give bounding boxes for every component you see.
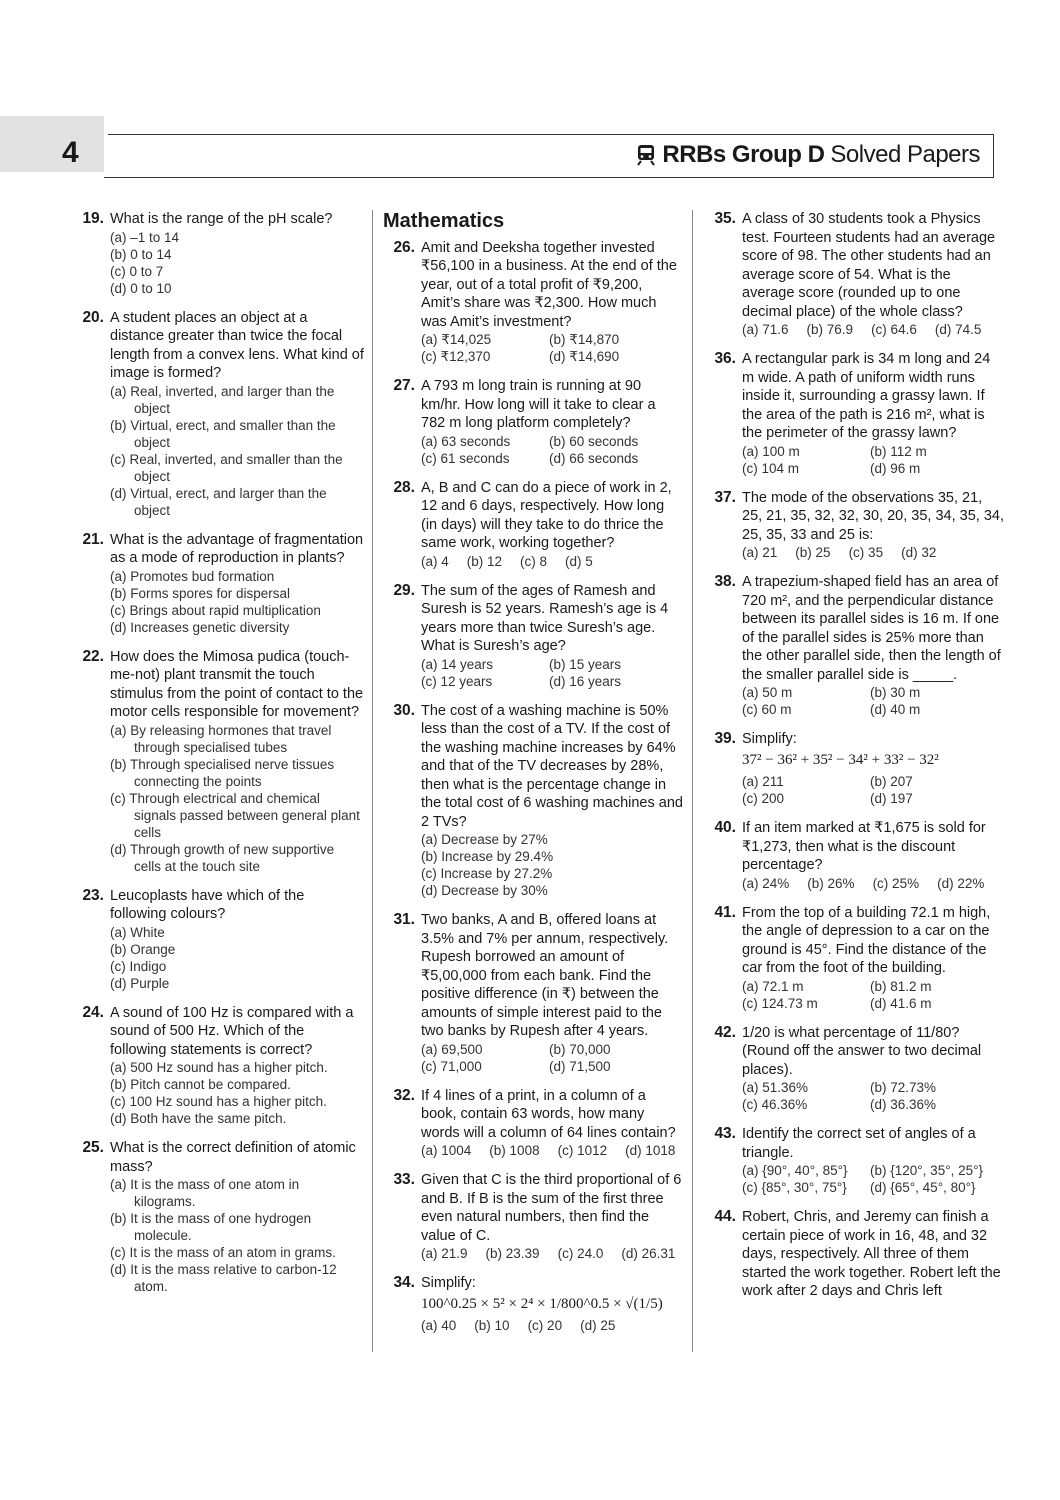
option: (d) 25 [580, 1318, 616, 1333]
question-number: 27. [393, 377, 415, 394]
question [383, 1274, 683, 1334]
question [704, 573, 1004, 718]
options-row [421, 1317, 683, 1334]
question-text: 1/20 is what percentage of 11/80? (Round off the answer to two decimal places). [742, 1024, 982, 1078]
column-2 [383, 210, 683, 1346]
question [383, 702, 683, 900]
option: (b) Pitch cannot be compared. [110, 1077, 291, 1092]
column-3 [704, 210, 1004, 1313]
question-number: 29. [393, 581, 415, 599]
book-title-bold: RRBs Group D [662, 141, 825, 168]
option: (b) Increase by 29.4% [421, 849, 554, 864]
option: (a) 24% [742, 875, 790, 891]
question-number: 23. [82, 886, 104, 904]
question-text: A 793 m long train is running at 90 km/hr. How long will it take to clear a 782 m long platform completely? [421, 378, 656, 431]
question-number: 33. [393, 1171, 415, 1188]
option: (b) Virtual, erect, and smaller than the object [110, 417, 336, 450]
options-row [742, 544, 1004, 561]
question [383, 479, 683, 570]
question-number: 19. [82, 210, 104, 227]
option: (a) –1 to 14 [110, 229, 180, 245]
question-text: If an item marked at ₹1,675 is sold for ₹1,273, then what is the discount percentage? [742, 820, 986, 873]
option: (b) 23.39 [485, 1246, 540, 1261]
train-icon [636, 144, 656, 166]
option: (d) ₹14,690 [549, 349, 620, 364]
option: (d) Purple [110, 975, 170, 991]
option: (c) ₹12,370 [421, 349, 491, 364]
option: (a) 51.36% [742, 1080, 809, 1095]
question-text: A student places an object at a distance greater than twice the focal length from a convex lens. What kind of image is formed? [110, 309, 364, 381]
question-number: 43. [714, 1125, 736, 1142]
question-number: 38. [714, 573, 736, 590]
option: (b) {120°, 35°, 25°} [870, 1163, 984, 1178]
question-text: Amit and Deeksha together invested ₹56,100 in a business. At the end of the year, out of a total profit of ₹9,200, Amit’s share was ₹2,300. How much was Amit’s investment? [421, 239, 677, 330]
options-list [110, 1059, 364, 1127]
option: (c) 20 [527, 1318, 563, 1333]
options-row [742, 875, 1004, 892]
question [72, 531, 364, 636]
question [72, 309, 364, 519]
question-number: 22. [82, 647, 104, 665]
option: (d) 96 m [870, 460, 921, 476]
question [383, 377, 683, 467]
question-text: A class of 30 students took a Physics test. Fourteen students had an average score of 98. The other students had an average score of 54. What is the average score (rounded up to one decimal place) of the whole class? [742, 211, 996, 320]
question-number: 20. [82, 308, 104, 326]
option: (a) ₹14,025 [421, 332, 492, 347]
question-text: What is the advantage of fragmentation as a mode of reproduction in plants? [110, 531, 364, 566]
question-text: From the top of a building 72.1 m high, the angle of depression to a car on the ground is 45°. Find the distance of the car from the foot of the building. [742, 904, 991, 976]
option: (b) 81.2 m [870, 978, 932, 994]
question-number: 31. [393, 911, 415, 928]
options-list [110, 229, 364, 297]
option: (b) 207 [870, 774, 913, 789]
question-number: 25. [82, 1139, 104, 1156]
column-1 [72, 210, 364, 1307]
options-grid [742, 443, 1004, 477]
option: (d) Increases genetic diversity [110, 619, 290, 635]
option: (d) 66 seconds [549, 450, 639, 466]
question-text: What is the correct definition of atomic mass? [110, 1140, 356, 1175]
option: (d) Through growth of new supportive cells at the touch site [110, 841, 335, 874]
option: (d) 32 [901, 545, 937, 560]
options-list [110, 568, 364, 636]
column-divider-2 [692, 210, 693, 1352]
question-number: 44. [714, 1208, 736, 1225]
question [704, 1208, 1004, 1301]
options-grid [421, 331, 683, 365]
question [704, 489, 1004, 562]
option: (c) Increase by 27.2% [421, 866, 553, 881]
option: (c) 0 to 7 [110, 263, 164, 279]
option: (d) 71,500 [549, 1058, 611, 1074]
option: (c) 35 [848, 545, 884, 560]
option: (a) 100 m [742, 443, 800, 459]
question [704, 210, 1004, 338]
options-list [110, 383, 364, 519]
question-text: The cost of a washing machine is 50% less than the cost of a TV. If the cost of the washing machine increases by 64% and that of the TV decreases by 28%, then what is the percentage change in the total cost of 6 washing machines and 2 TVs? [421, 702, 683, 830]
question-number: 35. [714, 210, 736, 227]
question [383, 239, 683, 366]
options-list [110, 924, 364, 992]
option: (c) 1012 [557, 1143, 608, 1158]
question [72, 1139, 364, 1295]
option: (c) Real, inverted, and smaller than the object [110, 451, 343, 484]
option: (a) By releasing hormones that travel through specialised tubes [110, 722, 332, 755]
question-number: 36. [714, 350, 736, 367]
options-grid [742, 684, 1004, 718]
options-grid [421, 433, 683, 467]
question-text: Simplify: [421, 1275, 476, 1291]
option: (c) {85°, 30°, 75°} [742, 1180, 847, 1195]
options-grid [742, 978, 1004, 1012]
question-text: Simplify: [742, 731, 797, 747]
option: (a) White [110, 924, 165, 940]
question [72, 887, 364, 992]
question-text: A trapezium-shaped field has an area of 720 m², and the perpendicular distance between its parallel sides is 16 m. If one of the parallel sides is 25% more than the other parallel side, then the length of the smaller parallel side is _____. [742, 574, 1001, 683]
header-rule-right [993, 134, 994, 178]
book-title-rest: Solved Papers [830, 141, 980, 168]
option: (d) Decrease by 30% [421, 883, 548, 898]
option: (d) 26.31 [621, 1246, 676, 1261]
question-number: 30. [393, 701, 415, 719]
question-text: The mode of the observations 35, 21, 25, 21, 35, 32, 32, 30, 20, 35, 34, 35, 34, 25, 35, 33 and 25 is: [742, 489, 1005, 543]
question [704, 904, 1004, 1012]
option: (d) 197 [870, 791, 913, 806]
question [704, 819, 1004, 892]
option: (b) 30 m [870, 685, 921, 700]
option: (a) Decrease by 27% [421, 832, 548, 847]
option: (d) Both have the same pitch. [110, 1111, 287, 1126]
option: (a) Real, inverted, and larger than the object [110, 383, 335, 416]
option: (b) 15 years [549, 656, 622, 672]
option: (c) 25% [872, 875, 920, 891]
option: (d) 16 years [549, 673, 622, 689]
option: (d) 40 m [870, 702, 921, 717]
question-text: A, B and C can do a piece of work in 2, 12 and 6 days, respectively. How long (in days) will they take to do thrice the same work, working together? [421, 479, 672, 551]
option: (a) {90°, 40°, 85°} [742, 1163, 848, 1178]
question [704, 730, 1004, 807]
option: (a) 50 m [742, 685, 793, 700]
option: (a) 63 seconds [421, 433, 511, 449]
option: (d) Virtual, erect, and larger than the object [110, 485, 327, 518]
option: (a) 40 [421, 1318, 457, 1333]
question-number: 41. [714, 903, 736, 921]
question [383, 1171, 683, 1262]
option: (c) 200 [742, 791, 785, 806]
option: (a) 21.9 [421, 1246, 468, 1261]
question-text: If 4 lines of a print, in a column of a book, contain 63 words, how many words will a column of 64 lines contain? [421, 1087, 676, 1141]
question-text: A rectangular park is 34 m long and 24 m wide. A path of uniform width runs inside it, surrounding a grassy lawn. If the area of the path is 216 m², what is the perimeter of the grassy lawn? [742, 351, 991, 441]
question-number: 24. [82, 1003, 104, 1021]
option: (c) 104 m [742, 460, 800, 476]
question-number: 32. [393, 1086, 415, 1104]
math-expression: 37² − 36² + 35² − 34² + 33² − 32² [742, 751, 939, 768]
option: (a) 1004 [421, 1143, 472, 1158]
option: (b) 25 [795, 545, 831, 560]
option: (c) Through electrical and chemical signals passed between general plant cells [110, 790, 360, 840]
options-grid [742, 1079, 1004, 1113]
options-row [421, 1245, 683, 1262]
options-grid [742, 773, 1004, 807]
option: (d) 5 [565, 553, 593, 569]
question [704, 350, 1004, 477]
option: (c) 8 [520, 553, 548, 569]
question [704, 1125, 1004, 1196]
options-row [421, 1142, 683, 1159]
question-number: 21. [82, 530, 104, 548]
option: (b) Orange [110, 941, 176, 957]
question [383, 582, 683, 690]
option: (c) 64.6 [871, 322, 917, 337]
options-list [421, 831, 683, 899]
question-text: A sound of 100 Hz is compared with a sound of 500 Hz. Which of the following statements is correct? [110, 1004, 354, 1058]
header-rule-bottom [104, 177, 994, 178]
option: (b) It is the mass of one hydrogen molecule. [110, 1211, 312, 1243]
option: (b) 60 seconds [549, 433, 639, 449]
option: (b) 0 to 14 [110, 246, 172, 262]
option: (c) It is the mass of an atom in grams. [110, 1245, 336, 1260]
question-text: The sum of the ages of Ramesh and Suresh is 52 years. Ramesh’s age is 4 years more than twice Suresh’s age. What is Suresh’s age? [421, 582, 669, 654]
option: (b) 12 [466, 553, 503, 569]
question-number: 28. [393, 478, 415, 496]
option: (b) 76.9 [806, 322, 854, 337]
option: (d) 0 to 10 [110, 280, 172, 296]
option: (a) It is the mass of one atom in kilograms. [110, 1177, 300, 1209]
question-text: Two banks, A and B, offered loans at 3.5% and 7% per annum, respectively. Rupesh borrowed an amount of ₹5,00,000 from each bank. Find the positive difference (in ₹) between the amounts of simple interest paid to the two banks by Rupesh after 4 years. [421, 912, 669, 1039]
section-title: Mathematics [383, 210, 505, 232]
option: (c) 24.0 [557, 1246, 604, 1261]
header-rule [108, 134, 994, 135]
option: (d) 41.6 m [870, 995, 932, 1011]
question-number: 26. [393, 238, 415, 256]
question-text: Leucoplasts have which of the following colours? [110, 887, 305, 922]
option: (c) 60 m [742, 702, 792, 717]
option: (a) 14 years [421, 656, 494, 672]
option: (b) Through specialised nerve tissues connecting the points [110, 756, 335, 789]
option: (b) ₹14,870 [549, 332, 620, 347]
option: (c) 124.73 m [742, 995, 818, 1011]
question-number: 40. [714, 819, 736, 836]
option: (c) 61 seconds [421, 450, 510, 466]
question-number: 42. [714, 1023, 736, 1041]
option: (a) 71.6 [742, 322, 789, 337]
options-grid [421, 656, 683, 690]
options-row [742, 321, 1004, 338]
question [383, 1087, 683, 1160]
option: (c) 100 Hz sound has a higher pitch. [110, 1094, 327, 1109]
options-row [421, 553, 683, 570]
question [72, 648, 364, 875]
option: (c) Brings about rapid multiplication [110, 602, 321, 618]
option: (c) 12 years [421, 673, 493, 689]
book-title [636, 141, 980, 169]
column-divider-1 [372, 210, 373, 1352]
option: (d) It is the mass relative to carbon-12 atom. [110, 1262, 337, 1294]
question-number: 37. [714, 488, 736, 506]
options-list [110, 722, 364, 875]
option: (a) 21 [742, 545, 778, 560]
option: (b) 1008 [489, 1143, 540, 1158]
question [72, 210, 364, 297]
math-expression: 100^0.25 × 5² × 2⁴ × 1/800^0.5 × √(1/5) [421, 1295, 663, 1312]
question-text: Identify the correct set of angles of a triangle. [742, 1126, 976, 1161]
options-list [110, 1176, 364, 1295]
option: (d) {65°, 45°, 80°} [870, 1180, 976, 1195]
page-number: 4 [62, 136, 79, 169]
option: (b) 70,000 [549, 1041, 611, 1057]
options-grid [742, 1162, 1004, 1196]
option: (a) Promotes bud formation [110, 568, 275, 584]
question-number: 39. [714, 730, 736, 747]
option: (d) 74.5 [934, 322, 982, 337]
question-text: What is the range of the pH scale? [110, 211, 333, 227]
question-text: Robert, Chris, and Jeremy can finish a certain piece of work in 16, 48, and 32 days, respectively. All three of them started the work together. Robert left the work after 2 days and Chris left [742, 1209, 1001, 1299]
option: (a) 500 Hz sound has a higher pitch. [110, 1060, 328, 1075]
option: (c) Indigo [110, 958, 167, 974]
option: (a) 211 [742, 774, 784, 789]
option: (b) 10 [474, 1318, 510, 1333]
option: (b) 26% [807, 875, 855, 891]
option: (a) 69,500 [421, 1041, 483, 1057]
options-grid [421, 1041, 683, 1075]
question [383, 911, 683, 1075]
option: (d) 22% [937, 875, 985, 891]
option: (d) 1018 [625, 1143, 676, 1158]
option: (b) 112 m [870, 443, 927, 459]
option: (a) 72.1 m [742, 978, 804, 994]
question [72, 1004, 364, 1128]
option: (a) 4 [421, 553, 449, 569]
question-text: Given that C is the third proportional of 6 and B. If B is the sum of the first three even natural numbers, then find the value of C. [421, 1172, 682, 1244]
option: (d) 36.36% [870, 1097, 937, 1112]
question-number: 34. [393, 1274, 415, 1291]
question [704, 1024, 1004, 1114]
option: (c) 71,000 [421, 1058, 482, 1074]
page-number-box [0, 116, 104, 172]
option: (c) 46.36% [742, 1097, 808, 1112]
question-text: How does the Mimosa pudica (touch-me-not) plant transmit the touch stimulus from the point of contact to the motor cells responsible for movement? [110, 648, 364, 720]
option: (b) 72.73% [870, 1080, 937, 1095]
option: (b) Forms spores for dispersal [110, 585, 291, 601]
